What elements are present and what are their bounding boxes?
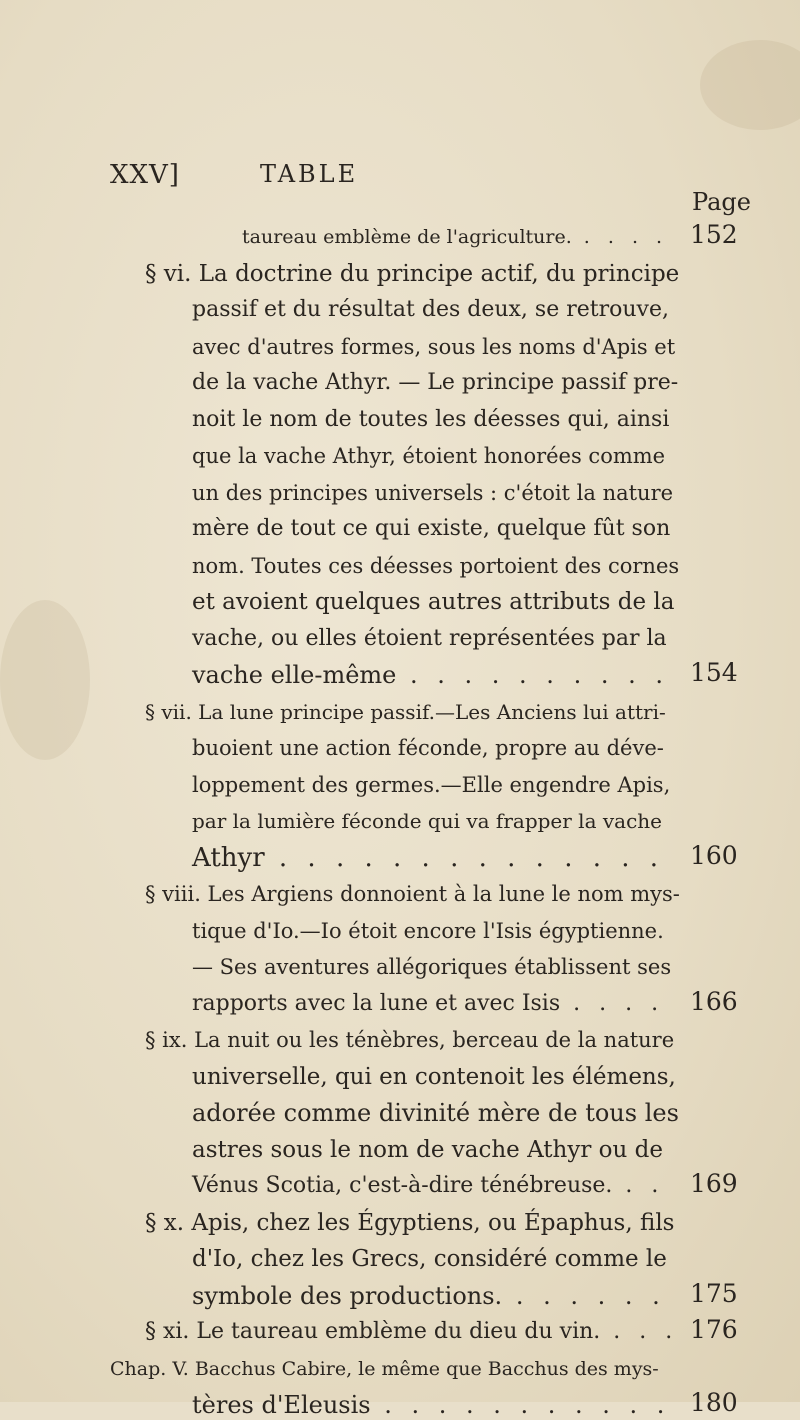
toc-line-text: tique d'Io.—Io étoit encore l'Isis égyptienne.	[192, 918, 664, 943]
toc-line	[145, 259, 679, 289]
toc-line-text: astres sous le nom de vache Athyr ou de	[192, 1136, 663, 1163]
page-column-label: Page	[692, 188, 751, 216]
toc-line-text: un des principes universels : c'étoit la nature	[192, 480, 674, 505]
toc-line	[192, 1062, 676, 1092]
toc-line	[192, 587, 674, 617]
toc-line-text: noit le nom de toutes les déesses qui, ainsi	[192, 406, 670, 432]
toc-line	[192, 1135, 663, 1165]
page-number: 180	[690, 1388, 738, 1417]
toc-line-text: mère de tout ce qui existe, quelque fût son	[192, 516, 671, 541]
toc-line	[145, 1317, 678, 1347]
toc-line-text: par la lumière féconde qui va frapper la vache	[192, 809, 662, 833]
toc-line	[192, 624, 667, 654]
toc-line-text: d'Io, chez les Grecs, considéré comme le	[192, 1246, 667, 1272]
toc-line-text: avec d'autres formes, sous les noms d'Apis et	[192, 334, 676, 359]
page-number: 160	[690, 840, 738, 870]
page-number: 154	[690, 658, 738, 687]
leader-dots: . .	[612, 1173, 665, 1198]
leader-dots: . . .	[600, 1319, 679, 1344]
toc-line-text: que la vache Athyr, étoient honorées comme	[192, 444, 666, 468]
leader-dots: . . . .	[560, 990, 665, 1016]
page-number: 175	[690, 1278, 738, 1308]
toc-line	[192, 405, 669, 435]
toc-line-text: § ix. La nuit ou les ténèbres, berceau de la nature	[145, 1028, 675, 1052]
toc-line-text: buoient une action féconde, propre au déve-	[192, 736, 664, 760]
toc-line	[145, 1208, 674, 1238]
paper-stain	[0, 600, 90, 760]
toc-line	[242, 222, 668, 252]
header-title: TABLE	[260, 160, 359, 188]
toc-line	[192, 478, 673, 508]
page-number: 166	[690, 986, 738, 1016]
toc-line-text: § x. Apis, chez les Égyptiens, ou Épaphus, fils	[145, 1209, 675, 1236]
leader-dots: . . . .	[571, 226, 669, 248]
toc-line-text: vache elle-même	[192, 661, 397, 689]
page-number: 169	[690, 1169, 738, 1198]
toc-line	[192, 733, 664, 763]
paper-stain	[700, 40, 800, 130]
toc-line	[145, 697, 666, 727]
toc-line-text: symbole des productions.	[192, 1281, 503, 1310]
toc-line-text: § viii. Les Argiens donnoient à la lune le nom mys-	[145, 882, 680, 906]
toc-line	[192, 1390, 670, 1420]
toc-line-text: Athyr	[192, 842, 265, 873]
toc-line	[110, 1354, 659, 1384]
toc-line	[192, 952, 671, 982]
leader-dots: . . . . . . . . . . . . . .	[264, 842, 665, 873]
toc-line-text: vache, ou elles étoient représentées par la	[192, 625, 667, 651]
toc-line	[192, 843, 664, 873]
toc-line	[192, 332, 675, 362]
toc-line	[192, 1281, 666, 1311]
toc-line	[192, 916, 664, 946]
toc-line-text: tères d'Eleusis	[192, 1391, 371, 1419]
toc-line	[192, 295, 669, 325]
toc-line	[145, 879, 680, 909]
toc-line-text: Chap. V. Bacchus Cabire, le même que Bacchus des mys-	[110, 1357, 659, 1380]
leader-dots: . . . . . . . . . . .	[370, 1391, 671, 1419]
toc-line-text: loppement des germes.—Elle engendre Apis,	[192, 772, 671, 797]
toc-line-text: taureau emblème de l'agriculture.	[242, 226, 572, 248]
toc-line-text: de la vache Athyr. — Le principe passif pre-	[192, 370, 679, 395]
header-section-number: XXV]	[110, 160, 180, 190]
toc-line-text: passif et du résultat des deux, se retrouve,	[192, 297, 669, 322]
toc-line	[192, 1171, 664, 1201]
toc-line-text: nom. Toutes ces déesses portoient des cornes	[192, 553, 680, 578]
toc-line	[192, 514, 670, 544]
toc-line	[192, 806, 662, 836]
toc-line	[192, 660, 669, 690]
toc-line	[192, 989, 664, 1019]
toc-line-text: — Ses aventures allégoriques établissent ses	[192, 955, 672, 979]
leader-dots: . . . . . .	[502, 1281, 666, 1310]
toc-line	[192, 1244, 667, 1274]
toc-line-text: § vi. La doctrine du principe actif, du principe	[145, 260, 680, 287]
leader-dots: . . . . . . . . . .	[396, 661, 669, 689]
toc-line	[192, 770, 670, 800]
toc-line-text: § xi. Le taureau emblème du dieu du vin.	[145, 1319, 601, 1344]
toc-line	[145, 1025, 674, 1055]
toc-line-text: universelle, qui en contenoit les élémens,	[192, 1063, 676, 1090]
toc-line-text: § vii. La lune principe passif.—Les Anciens lui attri-	[145, 699, 666, 724]
toc-line	[192, 551, 679, 581]
page-number: 152	[690, 220, 738, 249]
toc-line-text: rapports avec la lune et avec Isis	[192, 990, 561, 1016]
toc-line-text: Vénus Scotia, c'est-à-dire ténébreuse.	[192, 1173, 613, 1198]
page-number: 176	[690, 1315, 738, 1344]
toc-line	[192, 1098, 679, 1128]
toc-line	[192, 368, 678, 398]
running-header	[110, 160, 710, 200]
toc-line	[192, 441, 665, 471]
toc-line-text: et avoient quelques autres attributs de la	[192, 589, 675, 615]
toc-line-text: adorée comme divinité mère de tous les	[192, 1099, 679, 1127]
